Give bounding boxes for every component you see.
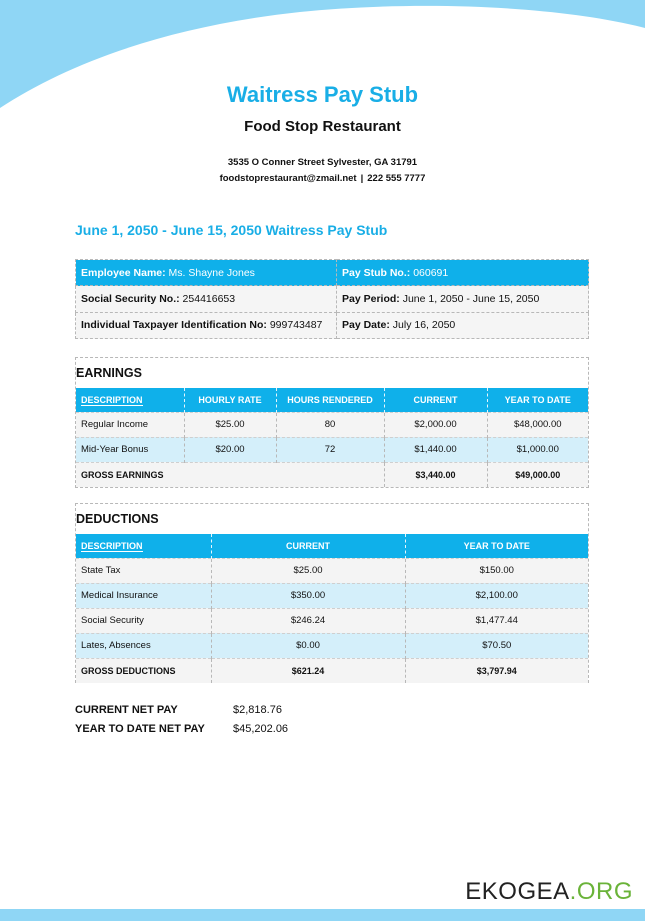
info-row-header <box>76 260 589 286</box>
itin-cell <box>76 312 337 339</box>
current-net-pay-value: $2,818.76 <box>233 704 282 716</box>
deductions-col-ytd: YEAR TO DATE <box>405 534 588 558</box>
employee-info-table <box>75 259 589 339</box>
employee-name-value: Ms. Shayne Jones <box>168 266 255 279</box>
gross-earnings-current: $3,440.00 <box>384 462 487 487</box>
table-row <box>76 608 588 633</box>
stub-number-value: 060691 <box>413 266 449 279</box>
ssn-value: 254416653 <box>182 292 236 305</box>
gross-earnings-ytd: $49,000.00 <box>487 462 588 487</box>
pay-period-label: Pay Period: <box>342 292 400 305</box>
earning-description: Mid-Year Bonus <box>76 437 184 462</box>
employee-name-label: Employee Name: <box>81 266 166 279</box>
earning-hours: 80 <box>276 412 384 437</box>
document-title: Waitress Pay Stub <box>226 82 419 107</box>
table-row <box>76 437 588 462</box>
gross-earnings-label: GROSS EARNINGS <box>76 462 384 487</box>
earnings-table <box>76 388 588 487</box>
earning-ytd: $1,000.00 <box>487 437 588 462</box>
earning-current: $1,440.00 <box>384 437 487 462</box>
deductions-col-description: DESCRIPTION <box>76 534 211 558</box>
brand-main: EKOGEA <box>465 878 570 905</box>
earnings-header-row <box>76 388 588 412</box>
earning-current: $2,000.00 <box>384 412 487 437</box>
stub-number-label: Pay Stub No.: <box>342 266 411 279</box>
earnings-col-description: DESCRIPTION <box>76 388 184 412</box>
deduction-description: State Tax <box>76 558 211 583</box>
deduction-description: Social Security <box>76 608 211 633</box>
ytd-net-pay-label: YEAR TO DATE NET PAY <box>75 723 205 735</box>
pay-period-cell <box>337 286 589 313</box>
current-net-pay <box>75 704 282 716</box>
deductions-col-current: CURRENT <box>211 534 405 558</box>
stub-number-cell <box>337 260 589 286</box>
deduction-current: $350.00 <box>211 583 405 608</box>
earning-ytd: $48,000.00 <box>487 412 588 437</box>
pay-date-cell <box>337 312 589 339</box>
brand-logo <box>465 878 633 906</box>
earning-hours: 72 <box>276 437 384 462</box>
restaurant-phone: 222 555 7777 <box>367 173 426 184</box>
deduction-description: Lates, Absences <box>76 633 211 658</box>
gross-earnings-row <box>76 462 588 487</box>
deductions-section <box>75 503 589 683</box>
employee-name-cell <box>76 260 337 286</box>
pay-period-heading: June 1, 2050 - June 15, 2050 Waitress Pay Stub <box>75 222 388 238</box>
restaurant-contact <box>0 173 645 184</box>
brand-suffix: .ORG <box>569 878 633 905</box>
deduction-description: Medical Insurance <box>76 583 211 608</box>
table-row <box>76 583 588 608</box>
ytd-net-pay <box>75 723 288 735</box>
ssn-cell <box>76 286 337 313</box>
earnings-title: EARNINGS <box>76 366 142 380</box>
earning-hourly-rate: $25.00 <box>184 412 276 437</box>
pay-period-value: June 1, 2050 - June 15, 2050 <box>402 292 540 305</box>
deduction-current: $246.24 <box>211 608 405 633</box>
restaurant-name: Food Stop Restaurant <box>244 118 401 135</box>
earnings-col-hourly-rate: HOURLY RATE <box>184 388 276 412</box>
earnings-col-current: CURRENT <box>384 388 487 412</box>
deduction-current: $0.00 <box>211 633 405 658</box>
deductions-title: DEDUCTIONS <box>76 512 159 526</box>
decorative-bottom-bar <box>0 909 645 921</box>
deduction-ytd: $2,100.00 <box>405 583 588 608</box>
deductions-header-row <box>76 534 588 558</box>
earning-description: Regular Income <box>76 412 184 437</box>
deduction-ytd: $150.00 <box>405 558 588 583</box>
info-row <box>76 286 589 313</box>
ytd-net-pay-value: $45,202.06 <box>233 723 289 735</box>
itin-label: Individual Taxpayer Identification No: <box>81 319 267 332</box>
gross-deductions-label: GROSS DEDUCTIONS <box>76 658 211 683</box>
deduction-ytd: $70.50 <box>405 633 588 658</box>
current-net-pay-label: CURRENT NET PAY <box>75 704 178 716</box>
deductions-table <box>76 534 588 683</box>
contact-separator: | <box>360 173 364 184</box>
ssn-label: Social Security No.: <box>81 292 180 305</box>
pay-date-value: July 16, 2050 <box>392 319 456 332</box>
itin-value: 999743487 <box>269 319 323 332</box>
earnings-section <box>75 357 589 488</box>
gross-deductions-row <box>76 658 588 683</box>
deduction-ytd: $1,477.44 <box>405 608 588 633</box>
table-row <box>76 558 588 583</box>
deduction-current: $25.00 <box>211 558 405 583</box>
restaurant-email: foodstoprestaurant@zmail.net <box>219 173 357 184</box>
restaurant-address: 3535 O Conner Street Sylvester, GA 31791 <box>227 157 418 168</box>
pay-date-label: Pay Date: <box>342 319 390 332</box>
earnings-col-ytd: YEAR TO DATE <box>487 388 588 412</box>
table-row <box>76 412 588 437</box>
gross-deductions-current: $621.24 <box>211 658 405 683</box>
gross-deductions-ytd: $3,797.94 <box>405 658 588 683</box>
info-row <box>76 312 589 339</box>
earning-hourly-rate: $20.00 <box>184 437 276 462</box>
earnings-col-hours: HOURS RENDERED <box>276 388 384 412</box>
table-row <box>76 633 588 658</box>
